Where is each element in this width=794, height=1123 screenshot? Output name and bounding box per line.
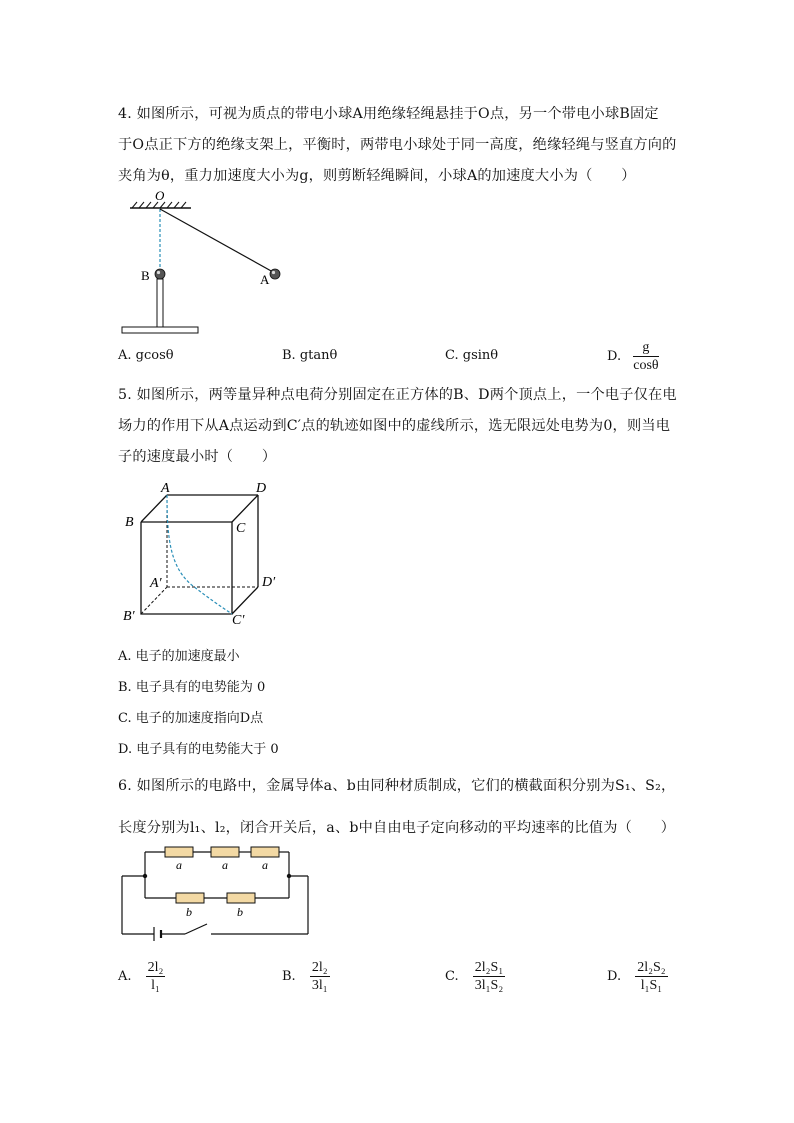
q6-option-D-prefix: D.: [607, 969, 622, 984]
resistor-b-2: [227, 893, 255, 903]
ball-B: [155, 269, 165, 279]
q6-option-D-numerator: 2l₂S₂: [637, 960, 666, 975]
vertex-C: C: [236, 521, 246, 536]
q4-option-B: B. gtanθ: [282, 348, 338, 363]
resistor-a-3: [251, 847, 279, 857]
label-a-3: a: [262, 858, 268, 872]
q4-option-C: C. gsinθ: [445, 348, 499, 363]
vertex-B-prime: B′: [123, 609, 135, 624]
q6-option-C: [445, 960, 505, 993]
q6-option-A-prefix: A.: [118, 969, 132, 984]
resistor-b-1: [176, 893, 204, 903]
q6-option-C-prefix: C.: [445, 969, 459, 984]
q5-option-A: A. 电子的加速度最小: [118, 649, 240, 664]
q4-option-D-numerator: g: [633, 340, 658, 357]
label-A: A: [260, 272, 270, 287]
resistor-a-1: [165, 847, 193, 857]
label-a-1: a: [176, 858, 182, 872]
q5-cube-figure: [115, 478, 295, 628]
q6-option-C-numerator: 2l₂S₁: [474, 960, 504, 975]
resistor-a-2: [211, 847, 239, 857]
q4-option-A: A. gcosθ: [118, 348, 174, 363]
label-B: B: [141, 268, 150, 283]
q6-option-D: [607, 960, 668, 993]
q6-option-B-denominator: 3l₁: [311, 978, 328, 993]
q6-option-C-denominator: 3l₁S₂: [474, 978, 504, 993]
q4-pendulum-figure: [115, 186, 295, 338]
q6-option-A-numerator: 2l₂: [147, 960, 164, 975]
q4-text-line-1: 4. 如图所示，可视为质点的带电小球A用绝缘轻绳悬挂于O点，另一个带电小球B固定: [118, 106, 659, 122]
label-O: O: [155, 188, 165, 203]
q6-text-line-2: 长度分别为l₁、l₂，闭合开关后，a、b中自由电子定向移动的平均速率的比值为（ ）: [118, 820, 676, 836]
vertex-B: B: [125, 515, 134, 530]
q4-option-D-denominator: cosθ: [633, 358, 659, 373]
q4-text-line-2: 于O点正下方的绝缘支架上，平衡时，两带电小球处于同一高度，绝缘轻绳与竖直方向的: [118, 137, 677, 153]
q6-circuit-figure: [115, 840, 315, 945]
label-b-1: b: [186, 905, 192, 919]
support-rod: [157, 279, 163, 327]
electron-trajectory: [167, 495, 232, 614]
vertex-D-prime: D′: [262, 575, 276, 590]
vertex-A-prime: A′: [150, 576, 162, 591]
q6-option-A: [118, 960, 165, 993]
q6-text-line-1: 6. 如图所示的电路中，金属导体a、b由同种材质制成，它们的横截面积分别为S₁、S₂，: [118, 778, 676, 794]
q5-option-C: C. 电子的加速度指向D点: [118, 711, 264, 726]
label-b-2: b: [237, 905, 243, 919]
string: [160, 209, 273, 272]
q6-option-B-prefix: B.: [282, 969, 296, 984]
q5-text-line-2: 场力的作用下从A点运动到C′点的轨迹如图中的虚线所示，选无限远处电势为0，则当电: [118, 418, 671, 434]
q6-option-A-denominator: l₁: [151, 978, 160, 993]
vertex-A: A: [161, 481, 170, 496]
q4-option-D: [607, 340, 659, 373]
q4-option-D-prefix: D.: [607, 349, 622, 364]
q6-option-B-numerator: 2l₂: [311, 960, 328, 975]
vertex-D: D: [256, 481, 267, 496]
q6-option-D-denominator: l₁S₁: [640, 978, 663, 993]
vertex-C-prime: C′: [232, 613, 245, 628]
q5-option-B: B. 电子具有的电势能为 0: [118, 680, 266, 695]
q5-text-line-1: 5. 如图所示，两等量异种点电荷分别固定在正方体的B、D两个顶点上，一个电子仅在电: [118, 387, 677, 403]
label-a-2: a: [222, 858, 228, 872]
q5-text-line-3: 子的速度最小时（ ）: [118, 449, 277, 465]
support-base: [122, 327, 198, 333]
q6-option-B: [282, 960, 330, 993]
q4-text-line-3: 夹角为θ，重力加速度大小为g，则剪断轻绳瞬间，小球A的加速度大小为（ ）: [118, 168, 636, 184]
q5-option-D: D. 电子具有的电势能大于 0: [118, 742, 279, 757]
ball-A: [270, 269, 280, 279]
